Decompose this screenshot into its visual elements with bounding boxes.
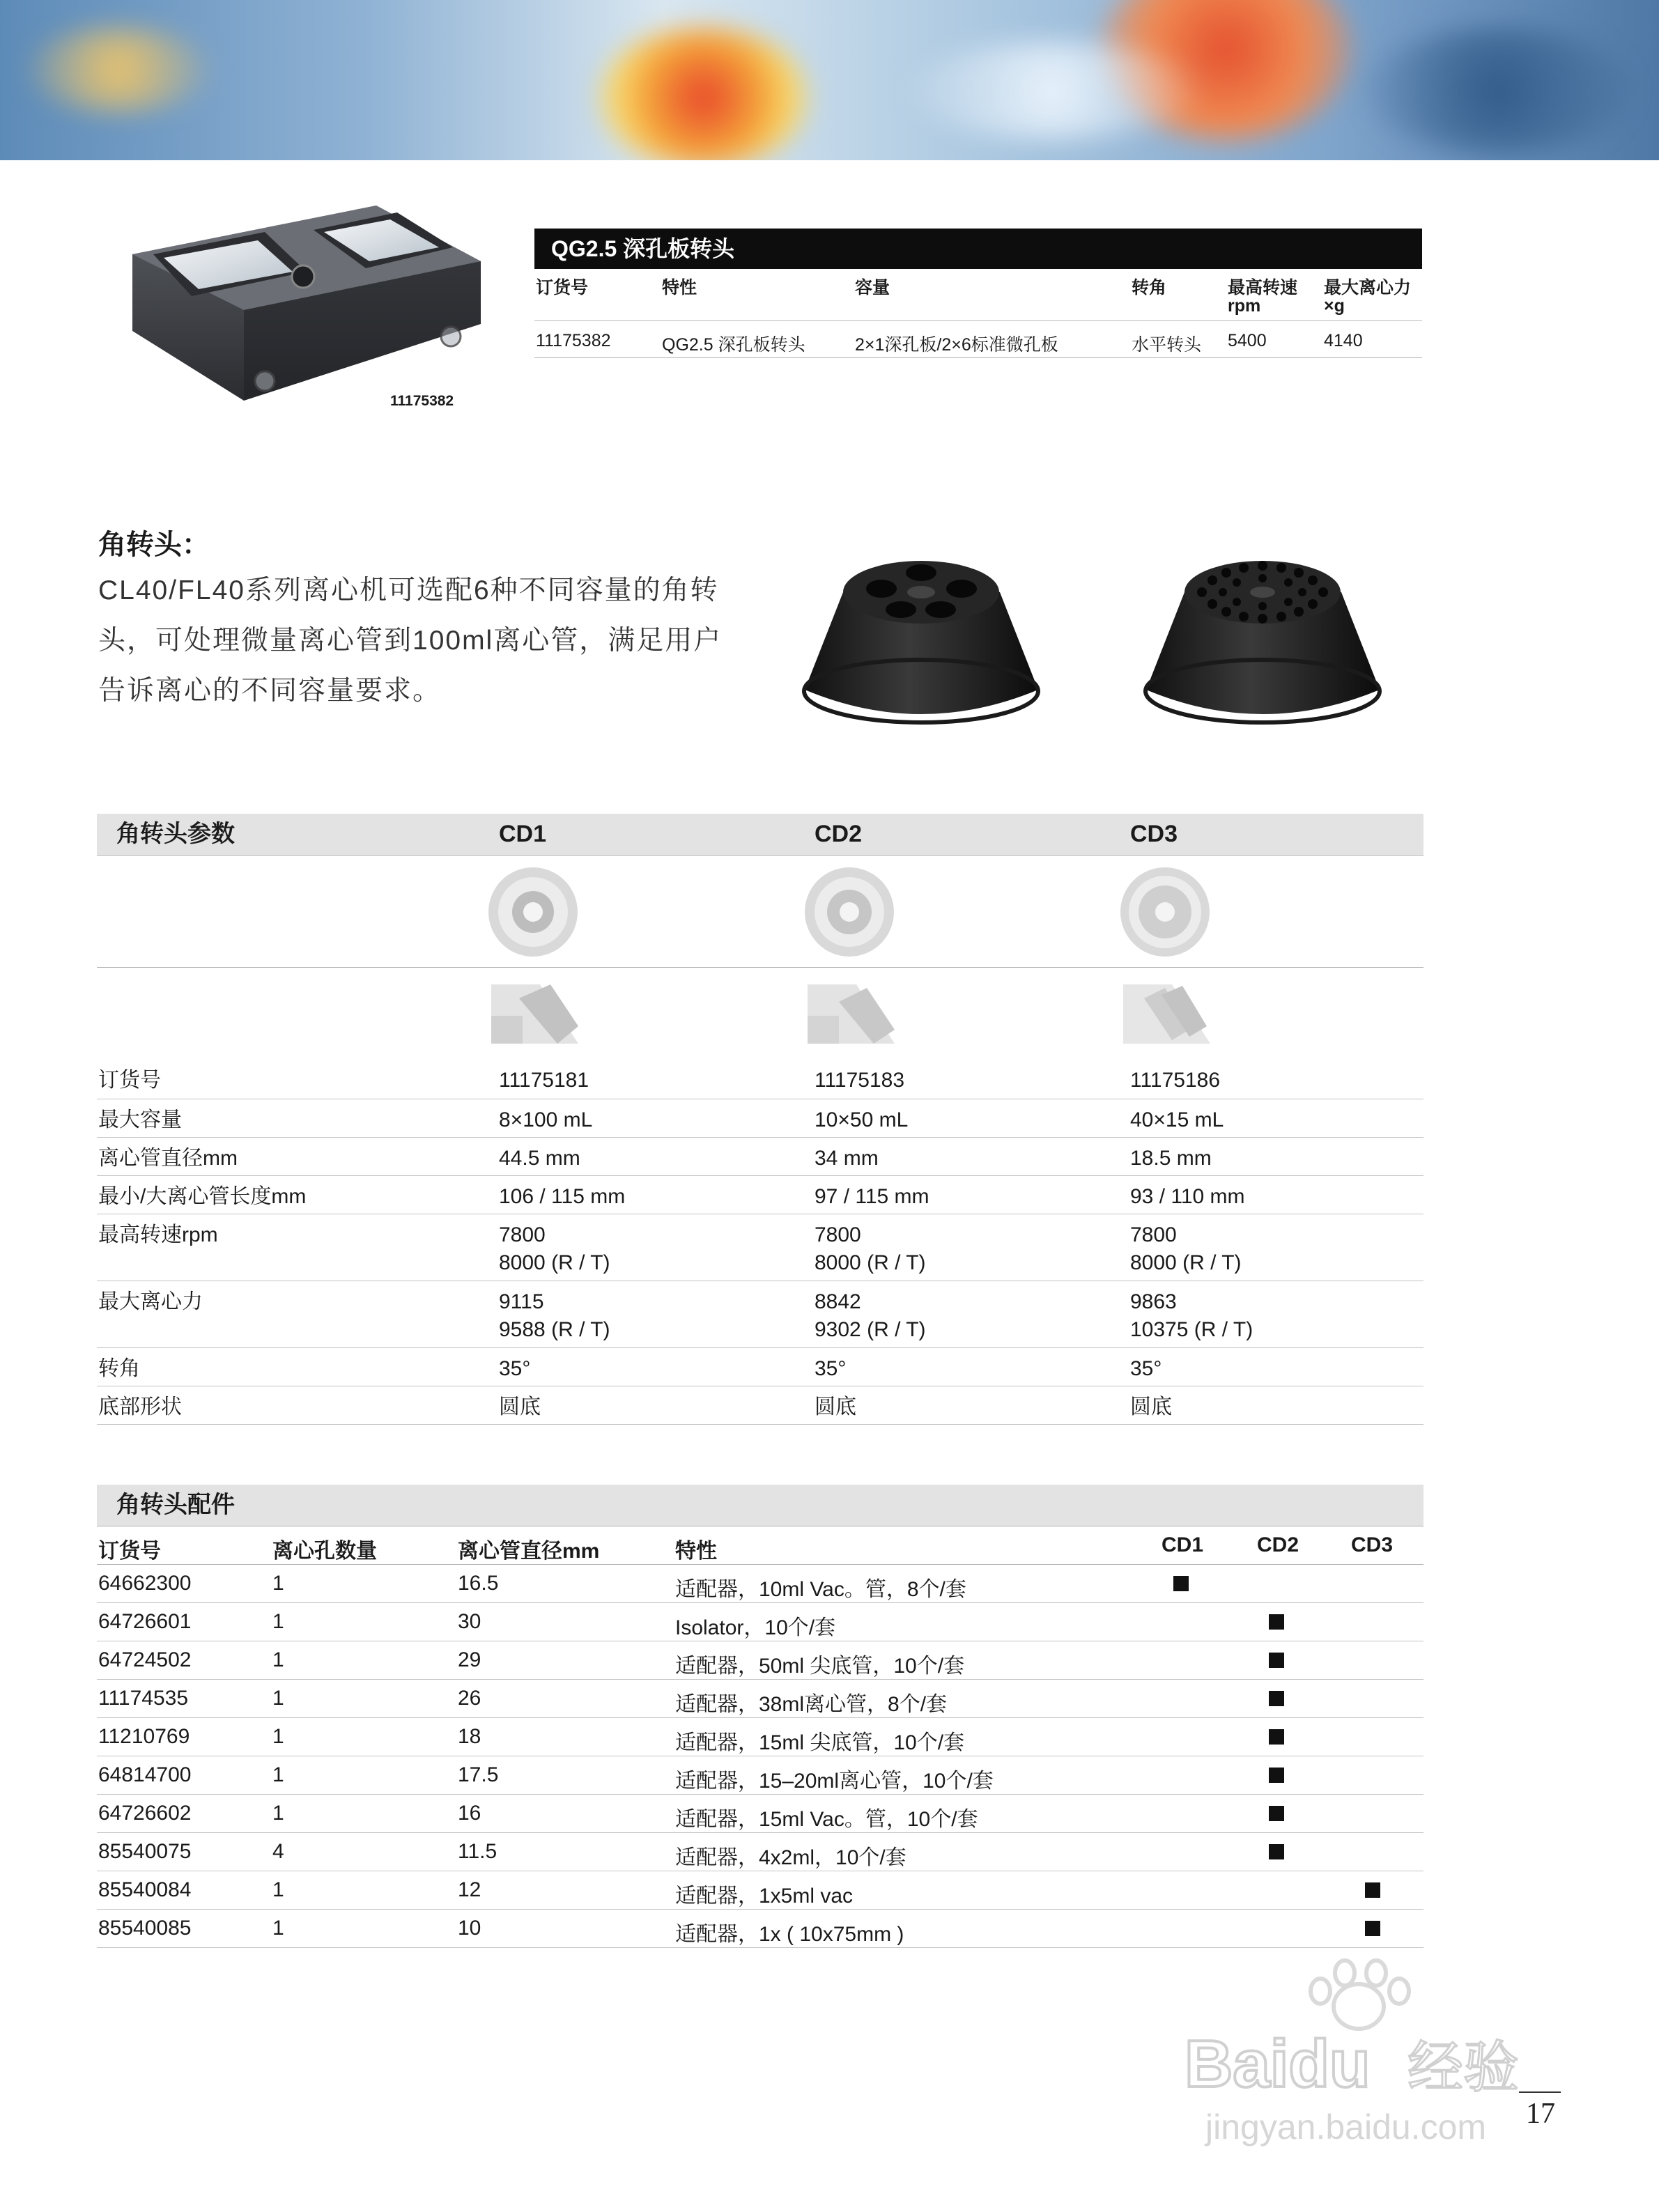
param-value-cd2: 97 / 115 mm [815,1185,929,1208]
qg25-angle-value: 水平转头 [1132,335,1202,355]
acc-feature-cell: 适配器，15ml 尖底管，10个/套 [675,1731,965,1754]
acc-diameter-cell: 17.5 [458,1763,499,1786]
param-value-cd1: 11175181 [499,1069,589,1092]
param-row-max-speed [97,1214,1423,1281]
acc-feature-cell: 适配器，1x ( 10x75mm ) [675,1923,904,1946]
acc-col-diameter: 离心管直径mm [458,1540,600,1563]
compatibility-mark-cd2 [1269,1844,1284,1859]
param-value-cd2: 34 mm [815,1147,879,1170]
compatibility-mark-cd2 [1269,1768,1284,1783]
acc-feature-cell: 适配器，10ml Vac。管，8个/套 [675,1578,966,1601]
param-table-header [97,814,1423,856]
param-label: 最大离心力 [98,1290,203,1313]
accessory-rows [97,1565,1423,1948]
acc-order-cell: 85540085 [98,1917,192,1940]
param-row-order [97,1067,1423,1099]
acc-diameter-cell: 16 [458,1802,481,1825]
angle-rotor-param-table [97,814,1423,1425]
param-value-cd2: 11175183 [815,1069,905,1092]
acc-order-cell: 85540084 [98,1878,192,1901]
deep-well-plate-rotor-image [125,192,488,421]
param-row-angle [97,1348,1423,1386]
param-col-cd3: CD3 [1130,821,1178,847]
acc-holes-cell: 1 [272,1687,284,1710]
compatibility-mark-cd1 [1173,1576,1189,1591]
acc-col-feature: 特性 [675,1540,717,1563]
qg25-col-max-force: 最大离心力 ×g [1324,278,1412,316]
param-value-cd3: 7800 8000 (R / T) [1130,1223,1242,1274]
cd2-topview-image [801,867,898,957]
acc-order-cell: 64724502 [98,1648,192,1671]
param-value-cd2: 10×50 mL [815,1108,909,1131]
acc-col-order: 订货号 [98,1540,161,1563]
accessory-row [97,1910,1423,1948]
param-value-cd2: 7800 8000 (R / T) [815,1223,926,1274]
acc-diameter-cell: 12 [458,1878,481,1901]
param-value-cd2: 圆底 [815,1395,856,1418]
acc-diameter-cell: 16.5 [458,1572,499,1595]
compatibility-mark-cd2 [1269,1691,1284,1706]
qg25-force-value: 4140 [1324,331,1363,350]
acc-feature-cell: 适配器，4x2ml，10个/套 [675,1846,906,1869]
qg25-col-capacity: 容量 [855,278,890,297]
acc-order-cell: 85540075 [98,1840,192,1863]
param-value-cd1: 9115 9588 (R / T) [499,1290,610,1341]
acc-feature-cell: 适配器，1x5ml vac [675,1885,854,1908]
param-value-cd3: 18.5 mm [1130,1147,1212,1170]
accessory-row [97,1718,1423,1756]
cd3-sideview-image [1123,977,1214,1047]
qg25-order-value: 11175382 [536,331,611,350]
compatibility-mark-cd3 [1365,1921,1380,1936]
acc-order-cell: 64662300 [98,1572,192,1595]
acc-order-cell: 11174535 [98,1687,189,1710]
param-value-cd1: 44.5 mm [499,1147,580,1170]
param-label: 离心管直径mm [98,1147,238,1170]
cd3-topview-image [1116,867,1214,957]
compatibility-mark-cd2 [1269,1729,1284,1745]
acc-col-holes: 离心孔数量 [272,1540,377,1563]
acc-feature-cell: 适配器，38ml离心管，8个/套 [675,1693,948,1716]
accessory-column-headers [97,1526,1423,1565]
param-row-bottom-shape [97,1386,1423,1425]
param-value-cd3: 35° [1130,1357,1162,1380]
acc-holes-cell: 1 [272,1725,284,1748]
param-label: 最小/大离心管长度mm [98,1185,307,1208]
cd1-topview-image [484,867,582,957]
compatibility-mark-cd2 [1269,1614,1284,1630]
page-number-rule [1519,2091,1561,2093]
compatibility-mark-cd2 [1269,1653,1284,1668]
rotor-sideview-images-row [97,968,1423,1072]
param-value-cd1: 7800 8000 (R / T) [499,1223,610,1274]
param-label: 订货号 [98,1069,161,1092]
param-value-cd3: 9863 10375 (R / T) [1130,1290,1253,1341]
acc-diameter-cell: 29 [458,1648,481,1671]
acc-order-cell: 64726601 [98,1610,192,1633]
acc-holes-cell: 4 [272,1840,284,1863]
param-value-cd1: 106 / 115 mm [499,1185,626,1208]
param-value-cd1: 35° [499,1357,531,1380]
qg25-spec-table [534,229,1422,358]
accessory-row [97,1603,1423,1641]
header-banner-image [0,0,1659,160]
acc-diameter-cell: 30 [458,1610,481,1633]
acc-diameter-cell: 11.5 [458,1840,497,1863]
param-row-capacity [97,1099,1423,1138]
watermark-url: jingyan.baidu.com [1205,2107,1487,2147]
acc-holes-cell: 1 [272,1802,284,1825]
angle-rotor-accessory-table [97,1485,1423,1948]
acc-diameter-cell: 26 [458,1687,481,1710]
param-col-cd2: CD2 [815,821,863,847]
cd2-sideview-image [808,977,898,1047]
qg25-speed-value: 5400 [1228,331,1267,350]
acc-feature-cell: 适配器，50ml 尖底管，10个/套 [675,1655,965,1678]
angle-rotor-6-place-image [791,529,1052,745]
param-value-cd2: 35° [815,1357,847,1380]
qg25-col-feature: 特性 [662,278,697,297]
plate-rotor-caption: 11175382 [390,393,454,409]
qg25-table-row [534,321,1422,358]
param-value-cd1: 8×100 mL [499,1108,593,1131]
compatibility-mark-cd3 [1365,1882,1380,1898]
acc-feature-cell: 适配器，15–20ml离心管，10个/套 [675,1770,994,1793]
accessory-row [97,1795,1423,1833]
param-value-cd3: 40×15 mL [1130,1108,1224,1131]
param-value-cd3: 11175186 [1130,1069,1221,1092]
param-header-label: 角转头参数 [116,821,235,847]
acc-holes-cell: 1 [272,1572,284,1595]
accessory-row [97,1641,1423,1680]
qg25-table-title: QG2.5 深孔板转头 [534,229,1422,269]
acc-diameter-cell: 10 [458,1917,481,1940]
accessory-header-label: 角转头配件 [116,1492,235,1518]
acc-col-cd3: CD3 [1351,1533,1394,1556]
acc-holes-cell: 1 [272,1917,284,1940]
baidu-jingyan-watermark [1178,1958,1568,2167]
rotor-topview-images-row [97,856,1423,968]
param-row-tube-length [97,1176,1423,1214]
watermark-brand: Baidu [1185,2027,1371,2101]
qg25-capacity-value: 2×1深孔板/2×6标准微孔板 [855,335,1058,355]
qg25-feature-value: QG2.5 深孔板转头 [662,335,805,355]
acc-col-cd1: CD1 [1162,1533,1204,1556]
param-row-max-force [97,1281,1423,1348]
param-label: 最高转速rpm [98,1223,218,1246]
accessory-row [97,1871,1423,1910]
param-label: 转角 [98,1357,140,1380]
acc-order-cell: 11210769 [98,1725,190,1748]
cd1-sideview-image [491,977,582,1047]
qg25-table-header [534,269,1422,321]
param-value-cd3: 93 / 110 mm [1130,1185,1245,1208]
accessory-row [97,1565,1423,1603]
acc-holes-cell: 1 [272,1610,284,1633]
qg25-col-angle: 转角 [1132,278,1167,297]
acc-holes-cell: 1 [272,1878,284,1901]
param-col-cd1: CD1 [499,821,547,847]
accessory-row [97,1680,1423,1718]
intro-body: CL40/FL40系列离心机可选配6种不同容量的角转头，可处理微量离心管到100ml离心管，满足用户告诉离心的不同容量要求。 [98,575,723,706]
param-value-cd3: 圆底 [1130,1395,1172,1418]
acc-col-cd2: CD2 [1257,1533,1299,1556]
acc-order-cell: 64814700 [98,1763,192,1786]
accessory-row [97,1833,1423,1871]
acc-holes-cell: 1 [272,1648,284,1671]
acc-feature-cell: 适配器，15ml Vac。管，10个/套 [675,1808,978,1831]
watermark-brand-cn: 经验 [1407,2035,1519,2100]
acc-order-cell: 64726602 [98,1802,192,1825]
qg25-col-max-speed: 最高转速 rpm [1228,278,1298,316]
param-value-cd1: 圆底 [499,1395,541,1418]
qg25-col-order: 订货号 [536,278,589,297]
compatibility-mark-cd2 [1269,1806,1284,1821]
param-label: 最大容量 [98,1108,182,1131]
acc-holes-cell: 1 [272,1763,284,1786]
param-label: 底部形状 [98,1395,182,1418]
accessory-table-header [97,1485,1423,1526]
param-value-cd2: 8842 9302 (R / T) [815,1290,926,1341]
intro-heading: 角转头： [98,529,210,560]
acc-diameter-cell: 18 [458,1725,481,1748]
accessory-row [97,1756,1423,1795]
acc-feature-cell: Isolator，10个/套 [675,1616,836,1639]
angle-rotor-multi-place-image [1132,529,1394,745]
page-number: 17 [1526,2098,1555,2130]
param-row-tube-diameter [97,1138,1423,1176]
